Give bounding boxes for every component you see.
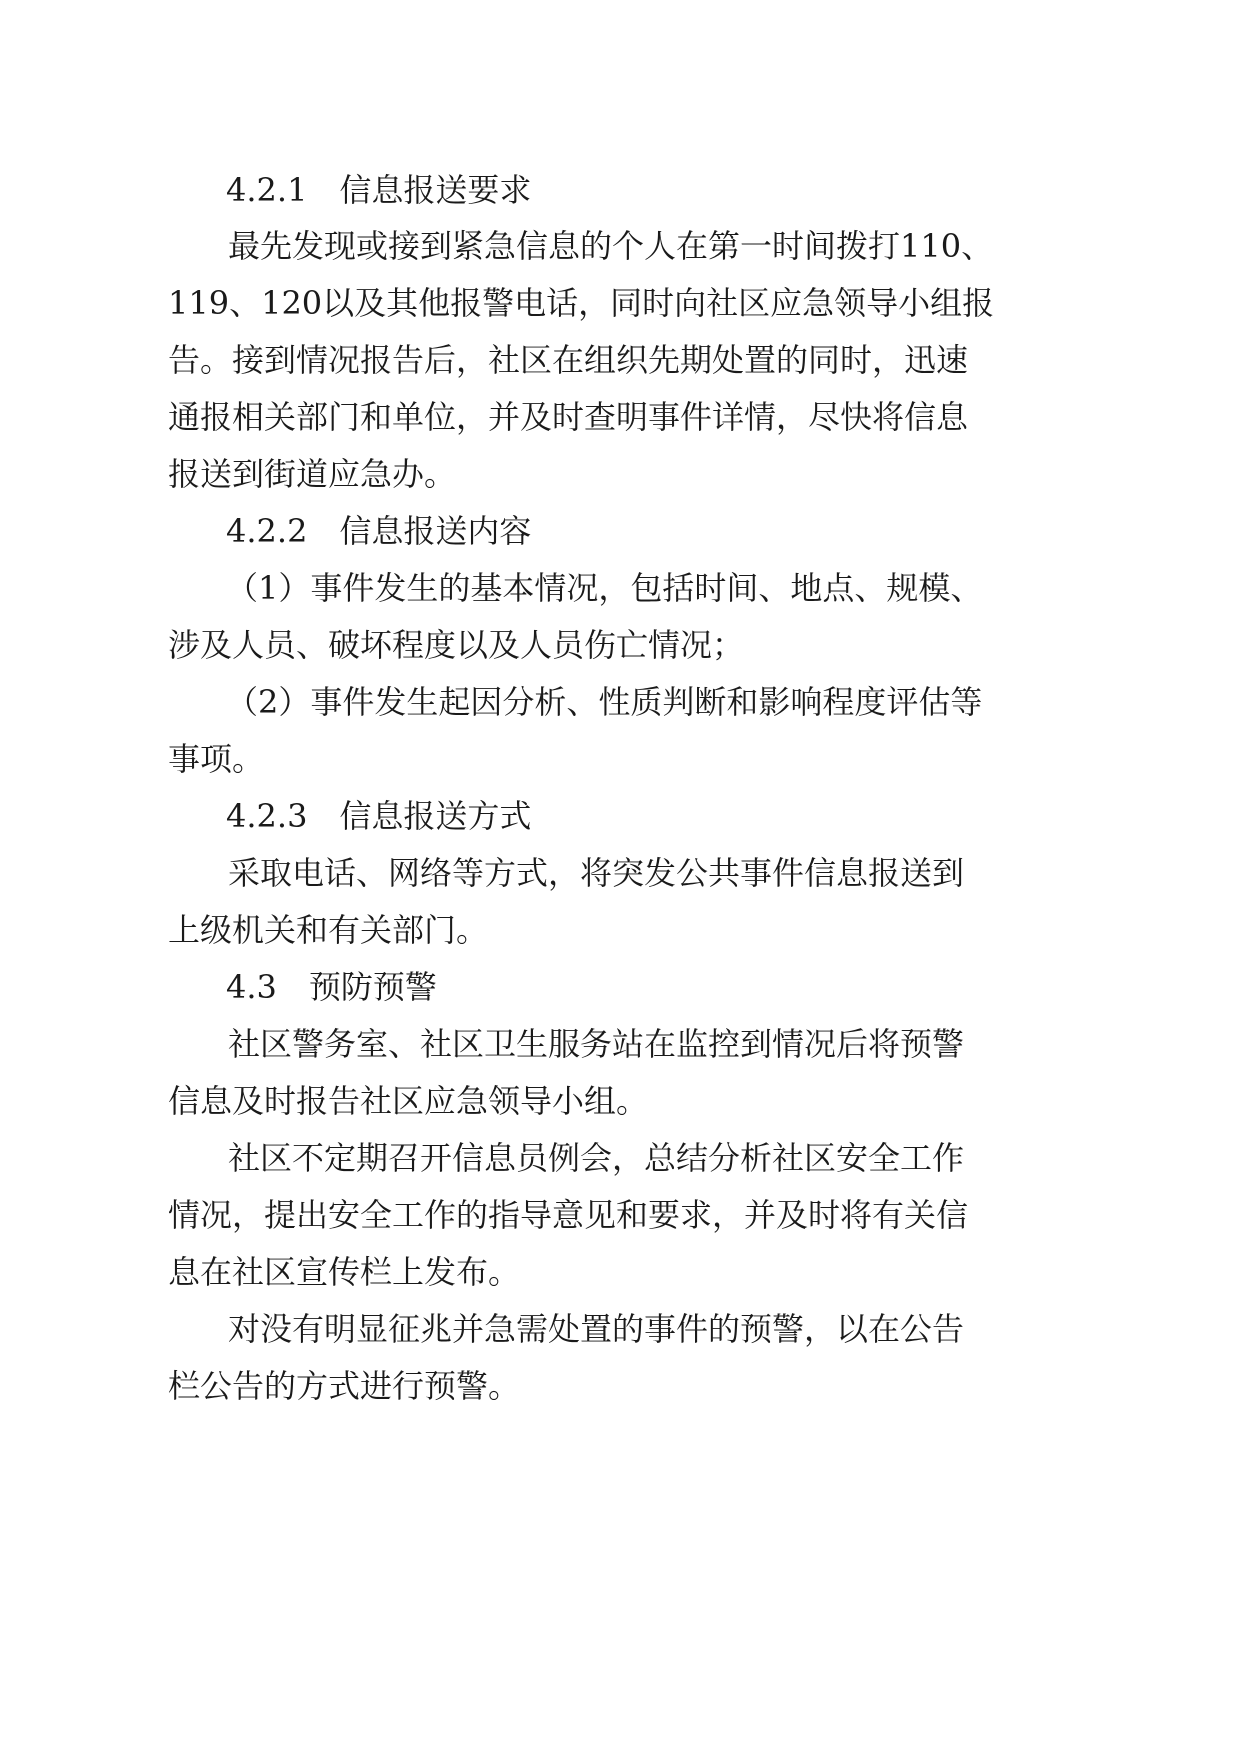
paragraph-line: 情况，提出安全工作的指导意见和要求，并及时将有关信	[168, 1196, 969, 1234]
list-item-line: （2）事件发生起因分析、性质判断和影响程度评估等	[226, 683, 983, 721]
paragraph-line: 报送到街道应急办。	[168, 455, 457, 493]
paragraph-line: 119、120以及其他报警电话，同时向社区应急领导小组报	[168, 284, 995, 322]
paragraph-line: 社区警务室、社区卫生服务站在监控到情况后将预警	[228, 1025, 965, 1063]
paragraph-line: 上级机关和有关部门。	[168, 911, 489, 949]
paragraph-line: 社区不定期召开信息员例会，总结分析社区安全工作	[228, 1139, 965, 1177]
paragraph-line: 息在社区宣传栏上发布。	[168, 1253, 521, 1291]
list-item-line: 涉及人员、破坏程度以及人员伤亡情况；	[168, 626, 745, 664]
paragraph-line: 对没有明显征兆并急需处置的事件的预警，以在公告	[228, 1310, 965, 1348]
heading-4-2-3: 4.2.3 信息报送方式	[226, 797, 532, 835]
paragraph-line: 通报相关部门和单位，并及时查明事件详情，尽快将信息	[168, 398, 969, 436]
list-item-line: 事项。	[168, 740, 265, 778]
paragraph-line: 信息及时报告社区应急领导小组。	[168, 1082, 649, 1120]
paragraph-line: 采取电话、网络等方式，将突发公共事件信息报送到	[228, 854, 965, 892]
heading-4-2-1: 4.2.1 信息报送要求	[226, 171, 532, 209]
paragraph-line: 栏公告的方式进行预警。	[168, 1367, 521, 1405]
list-item-line: （1）事件发生的基本情况，包括时间、地点、规模、	[226, 569, 983, 607]
paragraph-line: 告。接到情况报告后，社区在组织先期处置的同时，迅速	[168, 341, 969, 379]
paragraph-line: 最先发现或接到紧急信息的个人在第一时间拨打110、	[228, 227, 994, 265]
heading-4-2-2: 4.2.2 信息报送内容	[226, 512, 532, 550]
heading-4-3: 4.3 预防预警	[226, 968, 437, 1006]
